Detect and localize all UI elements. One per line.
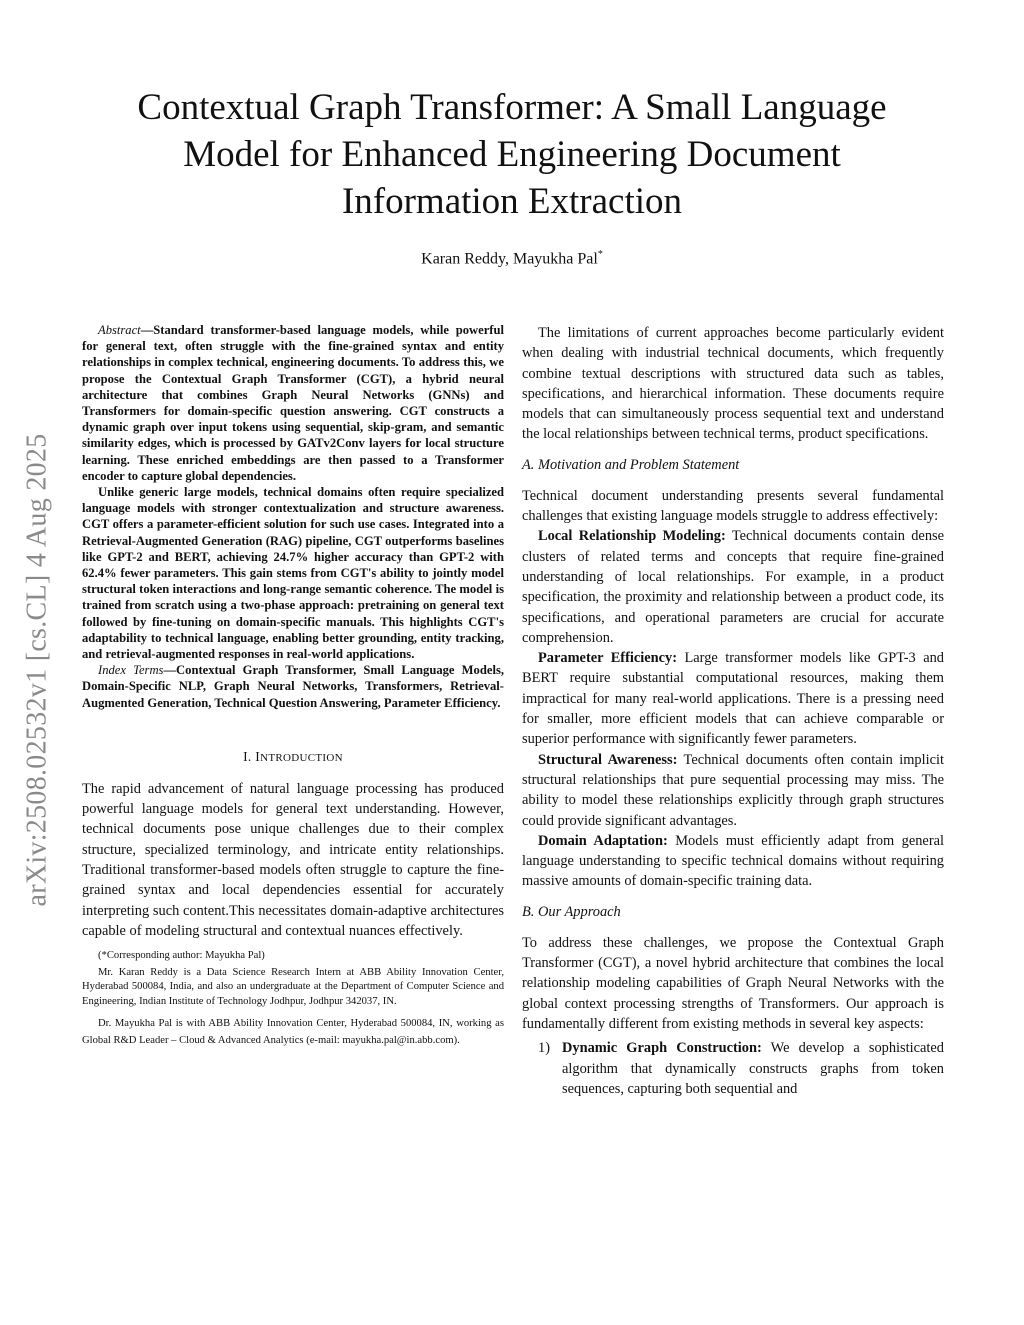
- section-heading-introduction: [82, 749, 504, 765]
- challenge-struct-label: Structural Awareness:: [538, 751, 678, 768]
- list-item-label: Dynamic Graph Construction:: [562, 1040, 762, 1057]
- subsection-our-approach: B. Our Approach: [522, 903, 621, 920]
- abstract-text-1: —Standard transformer-based language models, while powerful for general text, often struggle with the fine-grained syntax and entity relationships in complex technical, engineering documents. To address this, we propose the Contextual Graph Transformer (CGT), a hybrid neural architecture that combines Graph Neural Networks (GNNs) and Transformers for domain-specific question answering. CGT constructs a dynamic graph over input tokens using sequential, skip-gram, and semantic similarity edges, which is processed by GATv2Conv layers for local structure learning. These enriched embeddings are then passed to a Transformer encoder to capture global dependencies.: [82, 323, 504, 483]
- title-line-2: Model for Enhanced Engineering Document: [183, 134, 841, 175]
- corresponding-author-mark: *: [597, 249, 603, 260]
- abstract-paragraph-1: [82, 322, 504, 484]
- challenge-domain-text: Models must efficiently adapt from general language understanding to specific technical domains without requiring massive amounts of domain-specific training data.: [522, 832, 944, 890]
- footnote-pal: Dr. Mayukha Pal is with ABB Ability Innovation Center, Hyderabad 500084, IN, working as Global R&D Leader – Cloud & Advanced Analytics (e-mail: mayukha.pal@in.abb.com).: [82, 1018, 504, 1047]
- arxiv-sidebar: [18, 380, 58, 960]
- abstract-label: Abstract: [98, 323, 141, 337]
- author-names: Karan Reddy, Mayukha Pal: [421, 250, 598, 268]
- challenge-domain-label: Domain Adaptation:: [538, 832, 668, 849]
- challenge-struct-text: Technical documents often contain implicit structural relationships that pure sequential processing may miss. The ability to model these relationships explicitly through graph structures could provide significant advantages.: [522, 751, 944, 829]
- left-column: [82, 322, 504, 1049]
- footnote-corresponding: (*Corresponding author: Mayukha Pal): [98, 950, 265, 962]
- challenge-domain-adaptation: [522, 831, 944, 892]
- right-column: [522, 323, 944, 1099]
- intro-paragraph-1: The rapid advancement of natural language processing has produced powerful language models for general text understanding. However, technical documents pose unique challenges due to their complex structure, specialized terminology, and intricate entity relationships. Traditional transformer-based models often struggle to capture the fine-grained syntax and local dependencies essential for accurately interpreting such content.This necessitates domain-adaptive architectures capable of modeling structural and contextual nuances effectively.: [82, 780, 504, 939]
- challenge-structural-awareness: [522, 750, 944, 831]
- challenge-local-relationship: [522, 526, 944, 648]
- challenge-param-text: Large transformer models like GPT-3 and BERT require substantial computational resources, making them impractical for many real-world applications. There is a pressing need for smaller, more efficient models that can achieve comparable or superior performance with significantly fewer parameters.: [522, 650, 944, 748]
- list-item-text: [562, 1038, 944, 1099]
- title-line-3: Information Extraction: [341, 181, 683, 222]
- footnote-reddy: Mr. Karan Reddy is a Data Science Research Intern at ABB Ability Innovation Center, Hyderabad 500084, India, and also an undergraduate at the Department of Computer Science and Engineering, Indian Institute of Technology Jodhpur, Jodhpur 342037, IN.: [82, 966, 504, 1007]
- index-terms: [82, 662, 504, 711]
- arxiv-identifier[interactable]: arXiv:2508.02532v1 [cs.CL] 4 Aug 2025: [22, 433, 53, 907]
- section-initial: I: [255, 748, 261, 764]
- challenge-parameter-efficiency: [522, 648, 944, 749]
- section-number: I.: [243, 748, 256, 764]
- author-line: [70, 249, 954, 268]
- approach-paragraph: To address these challenges, we propose the Contextual Graph Transformer (CGT), a novel hybrid architecture that combines the local relationship modeling capabilities of Graph Neural Networks with the global context processing strengths of Transformers. Our approach is fundamentally different from existing methods in several key aspects:: [522, 934, 944, 1032]
- challenge-param-label: Parameter Efficiency:: [538, 650, 678, 667]
- index-terms-text: —Contextual Graph Transformer, Small Language Models, Domain-Specific NLP, Graph Neural Networks, Transformers, Retrieval-Augmented Generation, Technical Question Answering, Parameter Efficiency.: [82, 663, 504, 710]
- motivation-paragraph: Technical document understanding presents several fundamental challenges that existing language models struggle to address effectively:: [522, 487, 944, 525]
- title-line-1: Contextual Graph Transformer: A Small Language: [137, 87, 887, 128]
- list-item: [522, 1038, 944, 1099]
- list-item-body: We develop a sophisticated algorithm that dynamically constructs graphs from token sequences, capturing both sequential and: [562, 1040, 944, 1097]
- challenge-local-text: Technical documents contain dense clusters of related terms and concepts that require fine-grained understanding of local relationships. For example, in a product specification, the proximity and relationship between a product code, its specifications, and operational parameters are crucial for accurate comprehension.: [522, 528, 945, 646]
- section-title-rest: NTRODUCTION: [260, 751, 343, 764]
- index-terms-label: Index Terms: [98, 663, 164, 678]
- abstract-paragraph-2: Unlike generic large models, technical domains often require specialized language models with stronger contextualization and structure awareness. CGT offers a parameter-efficient solution for such use cases. Integrated into a Retrieval-Augmented Generation (RAG) pipeline, CGT outperforms baselines like GPT-2 and BERT, achieving 24.7% higher accuracy than GPT-2 with 62.4% fewer parameters. This gain stems from CGT's ability to jointly model structural token interactions and long-range semantic coherence. The model is trained from scratch using a two-phase approach: pretraining on general text followed by fine-tuning on domain-specific manuals. This highlights CGT's adaptability to technical language, enabling better grounding, entity tracking, and retrieval-augmented responses in real-world applications.: [82, 485, 504, 662]
- right-paragraph-1: The limitations of current approaches become particularly evident when dealing with industrial technical documents, which frequently combine textual descriptions with structured data such as tables, specifications, and hierarchical information. These documents require models that can simultaneously process sequential text and understand the local relationships between technical terms, product specifications.: [522, 325, 944, 443]
- subsection-motivation: A. Motivation and Problem Statement: [522, 456, 740, 473]
- challenge-local-label: Local Relationship Modeling:: [538, 528, 726, 545]
- list-item-number: 1): [538, 1040, 550, 1057]
- paper-title: [70, 84, 954, 225]
